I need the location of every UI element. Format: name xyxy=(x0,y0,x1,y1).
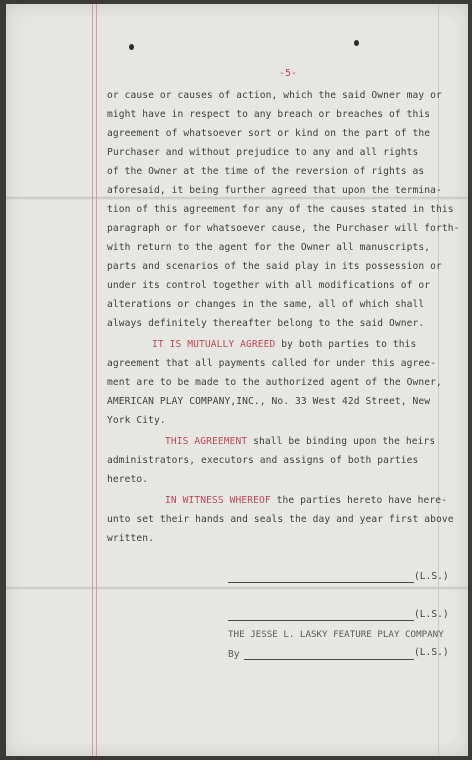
body-line: with return to the agent for the Owner all manuscripts, xyxy=(107,242,431,253)
seal-mark: (L.S.) xyxy=(414,609,449,620)
body-line: agreement that all payments called for under this agree- xyxy=(107,358,437,369)
signature-line xyxy=(228,582,414,583)
left-margin-line xyxy=(92,4,93,756)
body-line: Purchaser and without prejudice to any and all rights xyxy=(107,147,419,158)
document-page xyxy=(6,4,468,756)
signature-line xyxy=(244,659,414,660)
paragraph-first-line xyxy=(165,432,435,451)
body-line: York City. xyxy=(107,415,166,426)
body-line: tion of this agreement for any of the causes stated in this xyxy=(107,204,454,215)
by-label: By xyxy=(228,649,240,660)
body-line: AMERICAN PLAY COMPANY,INC., No. 33 West 42d Street, New xyxy=(107,396,431,407)
seal-mark: (L.S.) xyxy=(414,571,449,582)
body-line: ment are to be made to the authorized agent of the Owner, xyxy=(107,377,442,388)
paragraph-text: the parties hereto have here- xyxy=(270,495,448,506)
punch-hole xyxy=(354,40,359,46)
body-line: parts and scenarios of the said play in its possession or xyxy=(107,261,442,272)
body-line: hereto. xyxy=(107,474,149,485)
paragraph-lead-red: IT IS MUTUALLY AGREED xyxy=(152,339,276,350)
paragraph-first-line xyxy=(165,491,447,510)
body-line: alterations or changes in the same, all of which shall xyxy=(107,299,425,310)
body-line: written. xyxy=(107,533,155,544)
paragraph-text: by both parties to this xyxy=(275,339,417,350)
company-name: THE JESSE L. LASKY FEATURE PLAY COMPANY xyxy=(228,629,444,640)
body-line: or cause or causes of action, which the said Owner may or xyxy=(107,90,442,101)
paragraph-text: shall be binding upon the heirs xyxy=(247,436,436,447)
body-line: always definitely thereafter belong to the said Owner. xyxy=(107,318,425,329)
body-line: of the Owner at the time of the reversion of rights as xyxy=(107,166,425,177)
paper-fold xyxy=(6,586,468,590)
left-margin-line xyxy=(96,4,97,756)
paragraph-lead-red: IN WITNESS WHEREOF xyxy=(165,495,271,506)
body-line: agreement of whatsoever sort or kind on the part of the xyxy=(107,128,431,139)
body-line: under its control together with all modifications of or xyxy=(107,280,431,291)
punch-hole xyxy=(129,44,134,50)
body-line: might have in respect to any breach or breaches of this xyxy=(107,109,431,120)
body-line: administrators, executors and assigns of both parties xyxy=(107,455,419,466)
page-number: -5- xyxy=(279,68,298,79)
signature-line xyxy=(228,620,414,621)
body-line: unto set their hands and seals the day and year first above xyxy=(107,514,454,525)
paragraph-lead-red: THIS AGREEMENT xyxy=(165,436,248,447)
paragraph-first-line xyxy=(152,335,416,354)
body-line: paragraph or for whatsoever cause, the Purchaser will forth- xyxy=(107,223,460,234)
seal-mark: (L.S.) xyxy=(414,647,449,658)
body-line: aforesaid, it being further agreed that upon the termina- xyxy=(107,185,442,196)
